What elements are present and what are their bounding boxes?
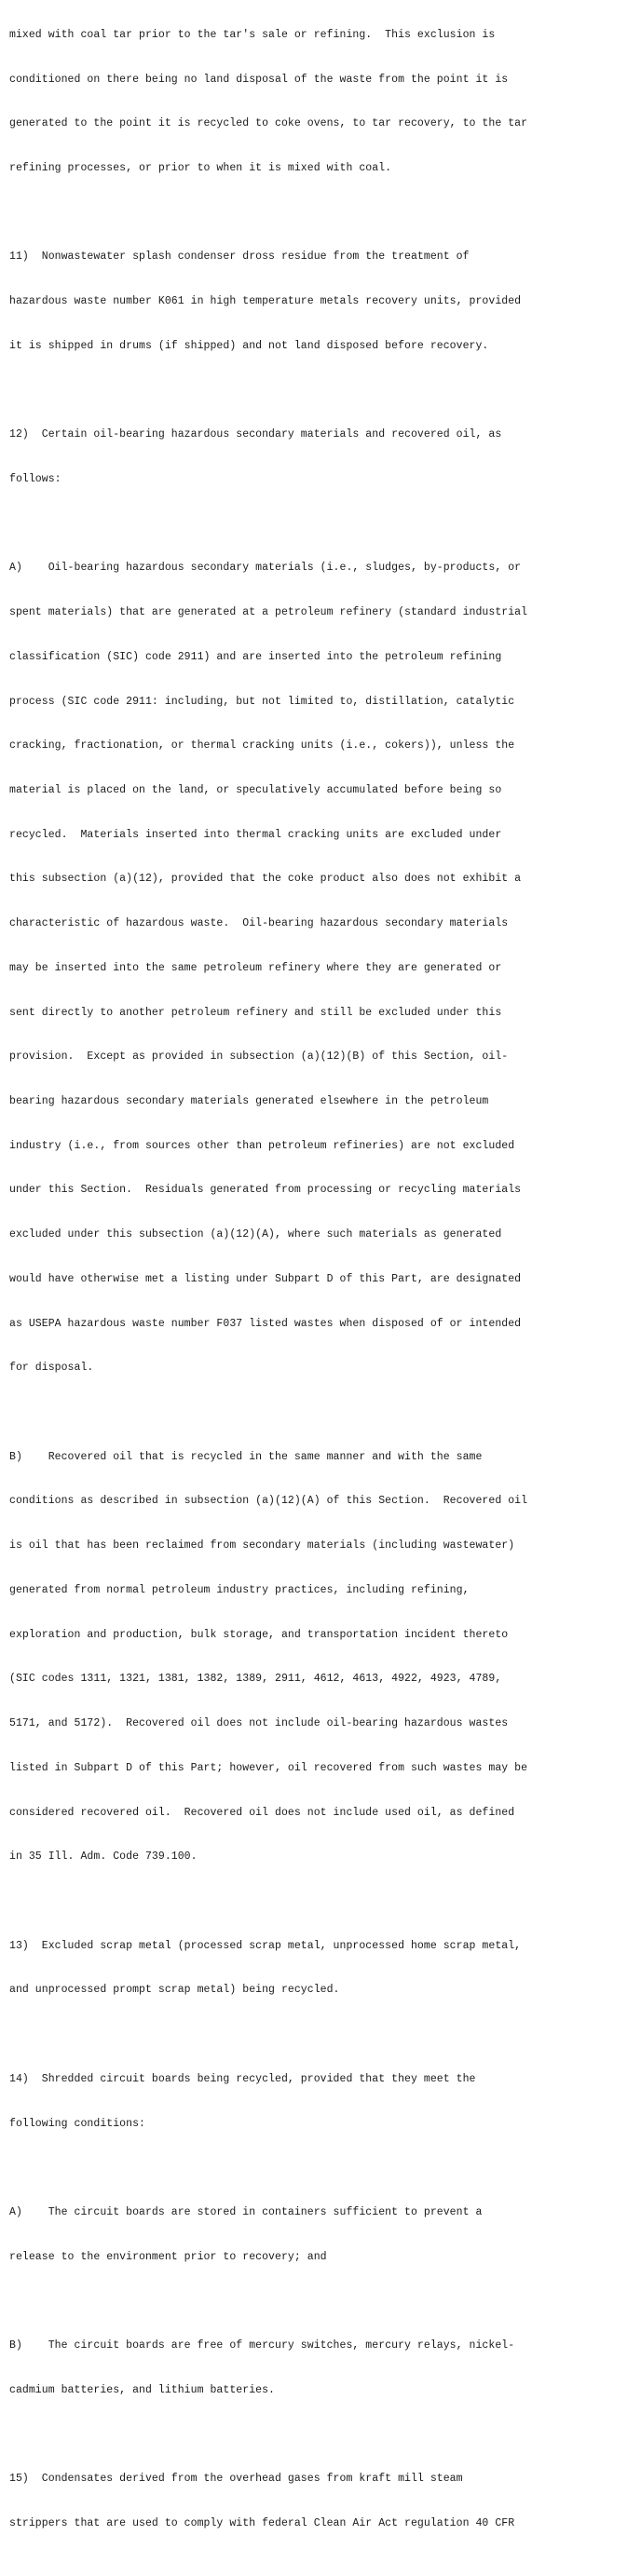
text-line: as USEPA hazardous waste number F037 listed wastes when disposed of or intended <box>9 1317 522 1330</box>
paragraph-12 <box>9 398 639 516</box>
text-line: provision. Except as provided in subsection (a)(12)(B) of this Section, oil- <box>9 1051 509 1064</box>
text-line: may be inserted into the same petroleum refinery where they are generated or <box>9 961 502 974</box>
text-line: strippers that are used to comply with federal Clean Air Act regulation 40 CFR <box>9 2516 515 2529</box>
text-line: excluded under this subsection (a)(12)(A), where such materials as generated <box>9 1228 502 1241</box>
text-line: this subsection (a)(12), provided that the coke product also does not exhibit a <box>9 873 522 886</box>
text-line: it is shipped in drums (if shipped) and not land disposed before recovery. <box>9 339 489 352</box>
text-line: cracking, fractionation, or thermal cracking units (i.e., cokers)), unless the <box>9 739 515 752</box>
paragraph-15 <box>9 2442 639 2560</box>
text-line: conditioned on there being no land disposal of the waste from the point it is <box>9 73 509 86</box>
text-line: 15) Condensates derived from the overhead gases from kraft mill steam <box>9 2473 463 2486</box>
text-line: 12) Certain oil-bearing hazardous secondary materials and recovered oil, as <box>9 428 502 441</box>
paragraph-14-b <box>9 2309 639 2427</box>
paragraph-14 <box>9 2042 639 2161</box>
text-line: for disposal. <box>9 1362 94 1375</box>
text-line: B) The circuit boards are free of mercury switches, mercury relays, nickel- <box>9 2339 515 2352</box>
text-line: considered recovered oil. Recovered oil does not include used oil, as defined <box>9 1806 515 1819</box>
text-line: following conditions: <box>9 2117 145 2130</box>
text-line: generated from normal petroleum industry practices, including refining, <box>9 1583 470 1596</box>
text-line: in 35 Ill. Adm. Code 739.100. <box>9 1851 198 1864</box>
text-line: bearing hazardous secondary materials generated elsewhere in the petroleum <box>9 1095 489 1108</box>
text-line: recycled. Materials inserted into thermal cracking units are excluded under <box>9 828 502 841</box>
paragraph-12-b <box>9 1420 639 1894</box>
text-line: A) The circuit boards are stored in containers sufficient to prevent a <box>9 2205 483 2218</box>
text-line: hazardous waste number K061 in high temperature metals recovery units, provided <box>9 295 522 308</box>
paragraph-coal-tar-continuation <box>9 0 639 206</box>
text-line: process (SIC code 2911: including, but not limited to, distillation, catalytic <box>9 695 515 708</box>
document-page <box>9 0 639 2576</box>
text-line: cadmium batteries, and lithium batteries. <box>9 2383 275 2396</box>
text-line: is oil that has been reclaimed from secondary materials (including wastewater) <box>9 1539 515 1552</box>
text-line: spent materials) that are generated at a petroleum refinery (standard industrial <box>9 606 528 619</box>
text-line: sent directly to another petroleum refinery and still be excluded under this <box>9 1006 502 1019</box>
text-line: listed in Subpart D of this Part; however, oil recovered from such wastes may be <box>9 1761 528 1774</box>
text-line: A) Oil-bearing hazardous secondary materials (i.e., sludges, by-products, or <box>9 562 522 575</box>
text-line: exploration and production, bulk storage, and transportation incident thereto <box>9 1628 509 1641</box>
text-line: refining processes, or prior to when it is mixed with coal. <box>9 161 392 174</box>
text-line: 5171, and 5172). Recovered oil does not include oil-bearing hazardous wastes <box>9 1717 509 1730</box>
paragraph-13 <box>9 1909 639 2027</box>
text-line: would have otherwise met a listing under Subpart D of this Part, are designated <box>9 1272 522 1285</box>
text-line: material is placed on the land, or speculatively accumulated before being so <box>9 783 502 796</box>
paragraph-14-a <box>9 2176 639 2294</box>
text-line: under this Section. Residuals generated from processing or recycling materials <box>9 1184 522 1197</box>
text-line: 13) Excluded scrap metal (processed scrap metal, unprocessed home scrap metal, <box>9 1939 522 1952</box>
text-line: (SIC codes 1311, 1321, 1381, 1382, 1389, 2911, 4612, 4613, 4922, 4923, 4789, <box>9 1673 502 1686</box>
text-line: and unprocessed prompt scrap metal) being recycled. <box>9 1984 340 1997</box>
text-line: characteristic of hazardous waste. Oil-bearing hazardous secondary materials <box>9 917 509 930</box>
text-line: follows: <box>9 472 61 485</box>
text-line: 11) Nonwastewater splash condenser dross residue from the treatment of <box>9 251 470 264</box>
text-line: generated to the point it is recycled to coke ovens, to tar recovery, to the tar <box>9 117 528 130</box>
text-line: classification (SIC) code 2911) and are inserted into the petroleum refining <box>9 650 502 663</box>
text-line: industry (i.e., from sources other than petroleum refineries) are not excluded <box>9 1139 515 1152</box>
paragraph-11 <box>9 221 639 384</box>
text-line: release to the environment prior to recovery; and <box>9 2250 327 2263</box>
paragraph-12-a <box>9 532 639 1405</box>
text-line: 14) Shredded circuit boards being recycled, provided that they meet the <box>9 2072 476 2085</box>
text-line: conditions as described in subsection (a)(12)(A) of this Section. Recovered oil <box>9 1495 528 1508</box>
text-line: mixed with coal tar prior to the tar's sale or refining. This exclusion is <box>9 28 496 41</box>
text-line: B) Recovered oil that is recycled in the same manner and with the same <box>9 1450 483 1463</box>
